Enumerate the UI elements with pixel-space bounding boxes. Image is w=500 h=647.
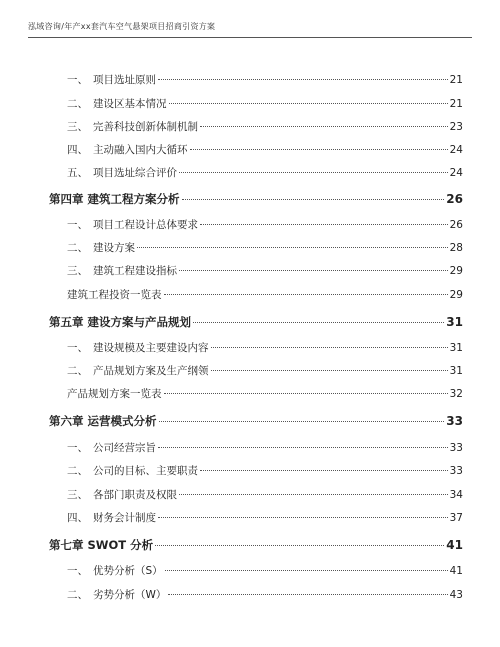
toc-entry-title: 各部门职责及权限 (93, 489, 177, 501)
toc-page-number: 24 (449, 144, 463, 156)
toc-entry-number: 一、 (67, 342, 88, 354)
toc-entry-title: 财务会计制度 (93, 512, 156, 524)
toc-entry-title: 主动融入国内大循环 (93, 144, 188, 156)
dot-leader (158, 79, 448, 80)
toc-page-number: 23 (449, 121, 463, 133)
toc-entry-title: 建设区基本情况 (93, 98, 167, 110)
toc-page-number: 34 (449, 489, 463, 501)
toc-entry-number: 一、 (67, 74, 88, 86)
toc-page-number: 31 (449, 365, 463, 377)
toc-page-number: 41 (446, 538, 463, 552)
toc-entry[interactable] (67, 510, 463, 525)
toc-page-number: 41 (449, 565, 463, 577)
toc-entry-number: 一、 (67, 219, 88, 231)
dot-leader (200, 126, 448, 127)
toc-page-number: 31 (449, 342, 463, 354)
toc-page-number: 21 (449, 98, 463, 110)
toc-entry-title: 第五章 建设方案与产品规划 (49, 315, 192, 329)
toc-entry-number: 二、 (67, 589, 88, 601)
dot-leader (164, 294, 448, 295)
toc-entry-title: 第六章 运营模式分析 (49, 414, 157, 428)
toc-entry[interactable] (67, 440, 463, 455)
dot-leader (182, 199, 445, 200)
toc-entry-number: 一、 (67, 565, 88, 577)
toc-entry[interactable] (67, 240, 463, 255)
toc-entry-number: 二、 (67, 465, 88, 477)
toc-entry[interactable] (67, 165, 463, 180)
toc-page-number: 33 (449, 442, 463, 454)
toc-entry-title: 建筑工程投资一览表 (67, 289, 162, 301)
toc-entry[interactable] (67, 340, 463, 355)
dot-leader (179, 494, 448, 495)
toc-entry-title: 建设规模及主要建设内容 (93, 342, 209, 354)
toc-entry-title: 项目选址原则 (93, 74, 156, 86)
toc-entry[interactable] (67, 142, 463, 157)
dot-leader (159, 421, 445, 422)
toc-page-number: 21 (449, 74, 463, 86)
dot-leader (137, 247, 448, 248)
toc-entry[interactable] (67, 587, 463, 602)
toc-entry-title: 公司经营宗旨 (93, 442, 156, 454)
toc-entry-title: 产品规划方案及生产纲领 (93, 365, 209, 377)
toc-entry-title: 第七章 SWOT 分析 (49, 538, 154, 552)
dot-leader (169, 103, 448, 104)
dot-leader (158, 517, 448, 518)
toc-entry-number: 四、 (67, 144, 88, 156)
toc-chapter-entry[interactable] (49, 314, 463, 330)
dot-leader (164, 393, 448, 394)
toc-page-number: 33 (446, 414, 463, 428)
toc-entry[interactable] (67, 263, 463, 278)
dot-leader (168, 594, 447, 595)
toc-entry-number: 三、 (67, 265, 88, 277)
toc-entry-title: 公司的目标、主要职责 (93, 465, 198, 477)
toc-entry-number: 三、 (67, 489, 88, 501)
toc-page-number: 33 (449, 465, 463, 477)
toc-page-number: 28 (449, 242, 463, 254)
toc-chapter-entry[interactable] (49, 191, 463, 207)
toc-entry-number: 一、 (67, 442, 88, 454)
toc-entry-title: 劣势分析（W） (93, 589, 167, 601)
toc-entry-title: 优势分析（S） (93, 565, 163, 577)
dot-leader (165, 570, 448, 571)
dot-leader (211, 347, 448, 348)
toc-page-number: 29 (449, 289, 463, 301)
toc-page-number: 37 (449, 512, 463, 524)
toc-entry-title: 产品规划方案一览表 (67, 388, 162, 400)
toc-page-number: 26 (449, 219, 463, 231)
dot-leader (155, 545, 444, 546)
toc-entry[interactable] (67, 72, 463, 87)
dot-leader (211, 370, 448, 371)
running-header: 泓域咨询/年产xx套汽车空气悬架项目招商引资方案 (28, 21, 472, 38)
dot-leader (193, 322, 444, 323)
toc-page-number: 26 (446, 192, 463, 206)
toc-entry-number: 五、 (67, 167, 88, 179)
toc-chapter-entry[interactable] (49, 537, 463, 553)
toc-entry-number: 二、 (67, 365, 88, 377)
toc-page-number: 43 (449, 589, 463, 601)
toc-entry-title: 建筑工程建设指标 (93, 265, 177, 277)
toc-entry-title: 项目工程设计总体要求 (93, 219, 198, 231)
toc-entry[interactable] (67, 386, 463, 401)
toc-entry[interactable] (67, 217, 463, 232)
toc-entry-title: 项目选址综合评价 (93, 167, 177, 179)
toc-chapter-entry[interactable] (49, 413, 463, 429)
dot-leader (158, 447, 448, 448)
toc-entry-number: 二、 (67, 242, 88, 254)
toc-entry-number: 三、 (67, 121, 88, 133)
toc-page-number: 24 (449, 167, 463, 179)
toc-entry[interactable] (67, 463, 463, 478)
dot-leader (200, 224, 448, 225)
toc-entry[interactable] (67, 119, 463, 134)
toc-page-number: 29 (449, 265, 463, 277)
toc-entry[interactable] (67, 363, 463, 378)
toc-entry-title: 第四章 建筑工程方案分析 (49, 192, 180, 206)
toc-page-number: 32 (449, 388, 463, 400)
dot-leader (179, 172, 448, 173)
dot-leader (200, 470, 448, 471)
toc-page-number: 31 (446, 315, 463, 329)
dot-leader (190, 149, 448, 150)
toc-entry[interactable] (67, 487, 463, 502)
toc-entry[interactable] (67, 96, 463, 111)
dot-leader (179, 270, 448, 271)
toc-entry-title: 建设方案 (93, 242, 135, 254)
toc-entry-number: 四、 (67, 512, 88, 524)
toc-entry-number: 二、 (67, 98, 88, 110)
toc-entry[interactable] (67, 563, 463, 578)
toc-entry-title: 完善科技创新体制机制 (93, 121, 198, 133)
toc-entry[interactable] (67, 287, 463, 302)
